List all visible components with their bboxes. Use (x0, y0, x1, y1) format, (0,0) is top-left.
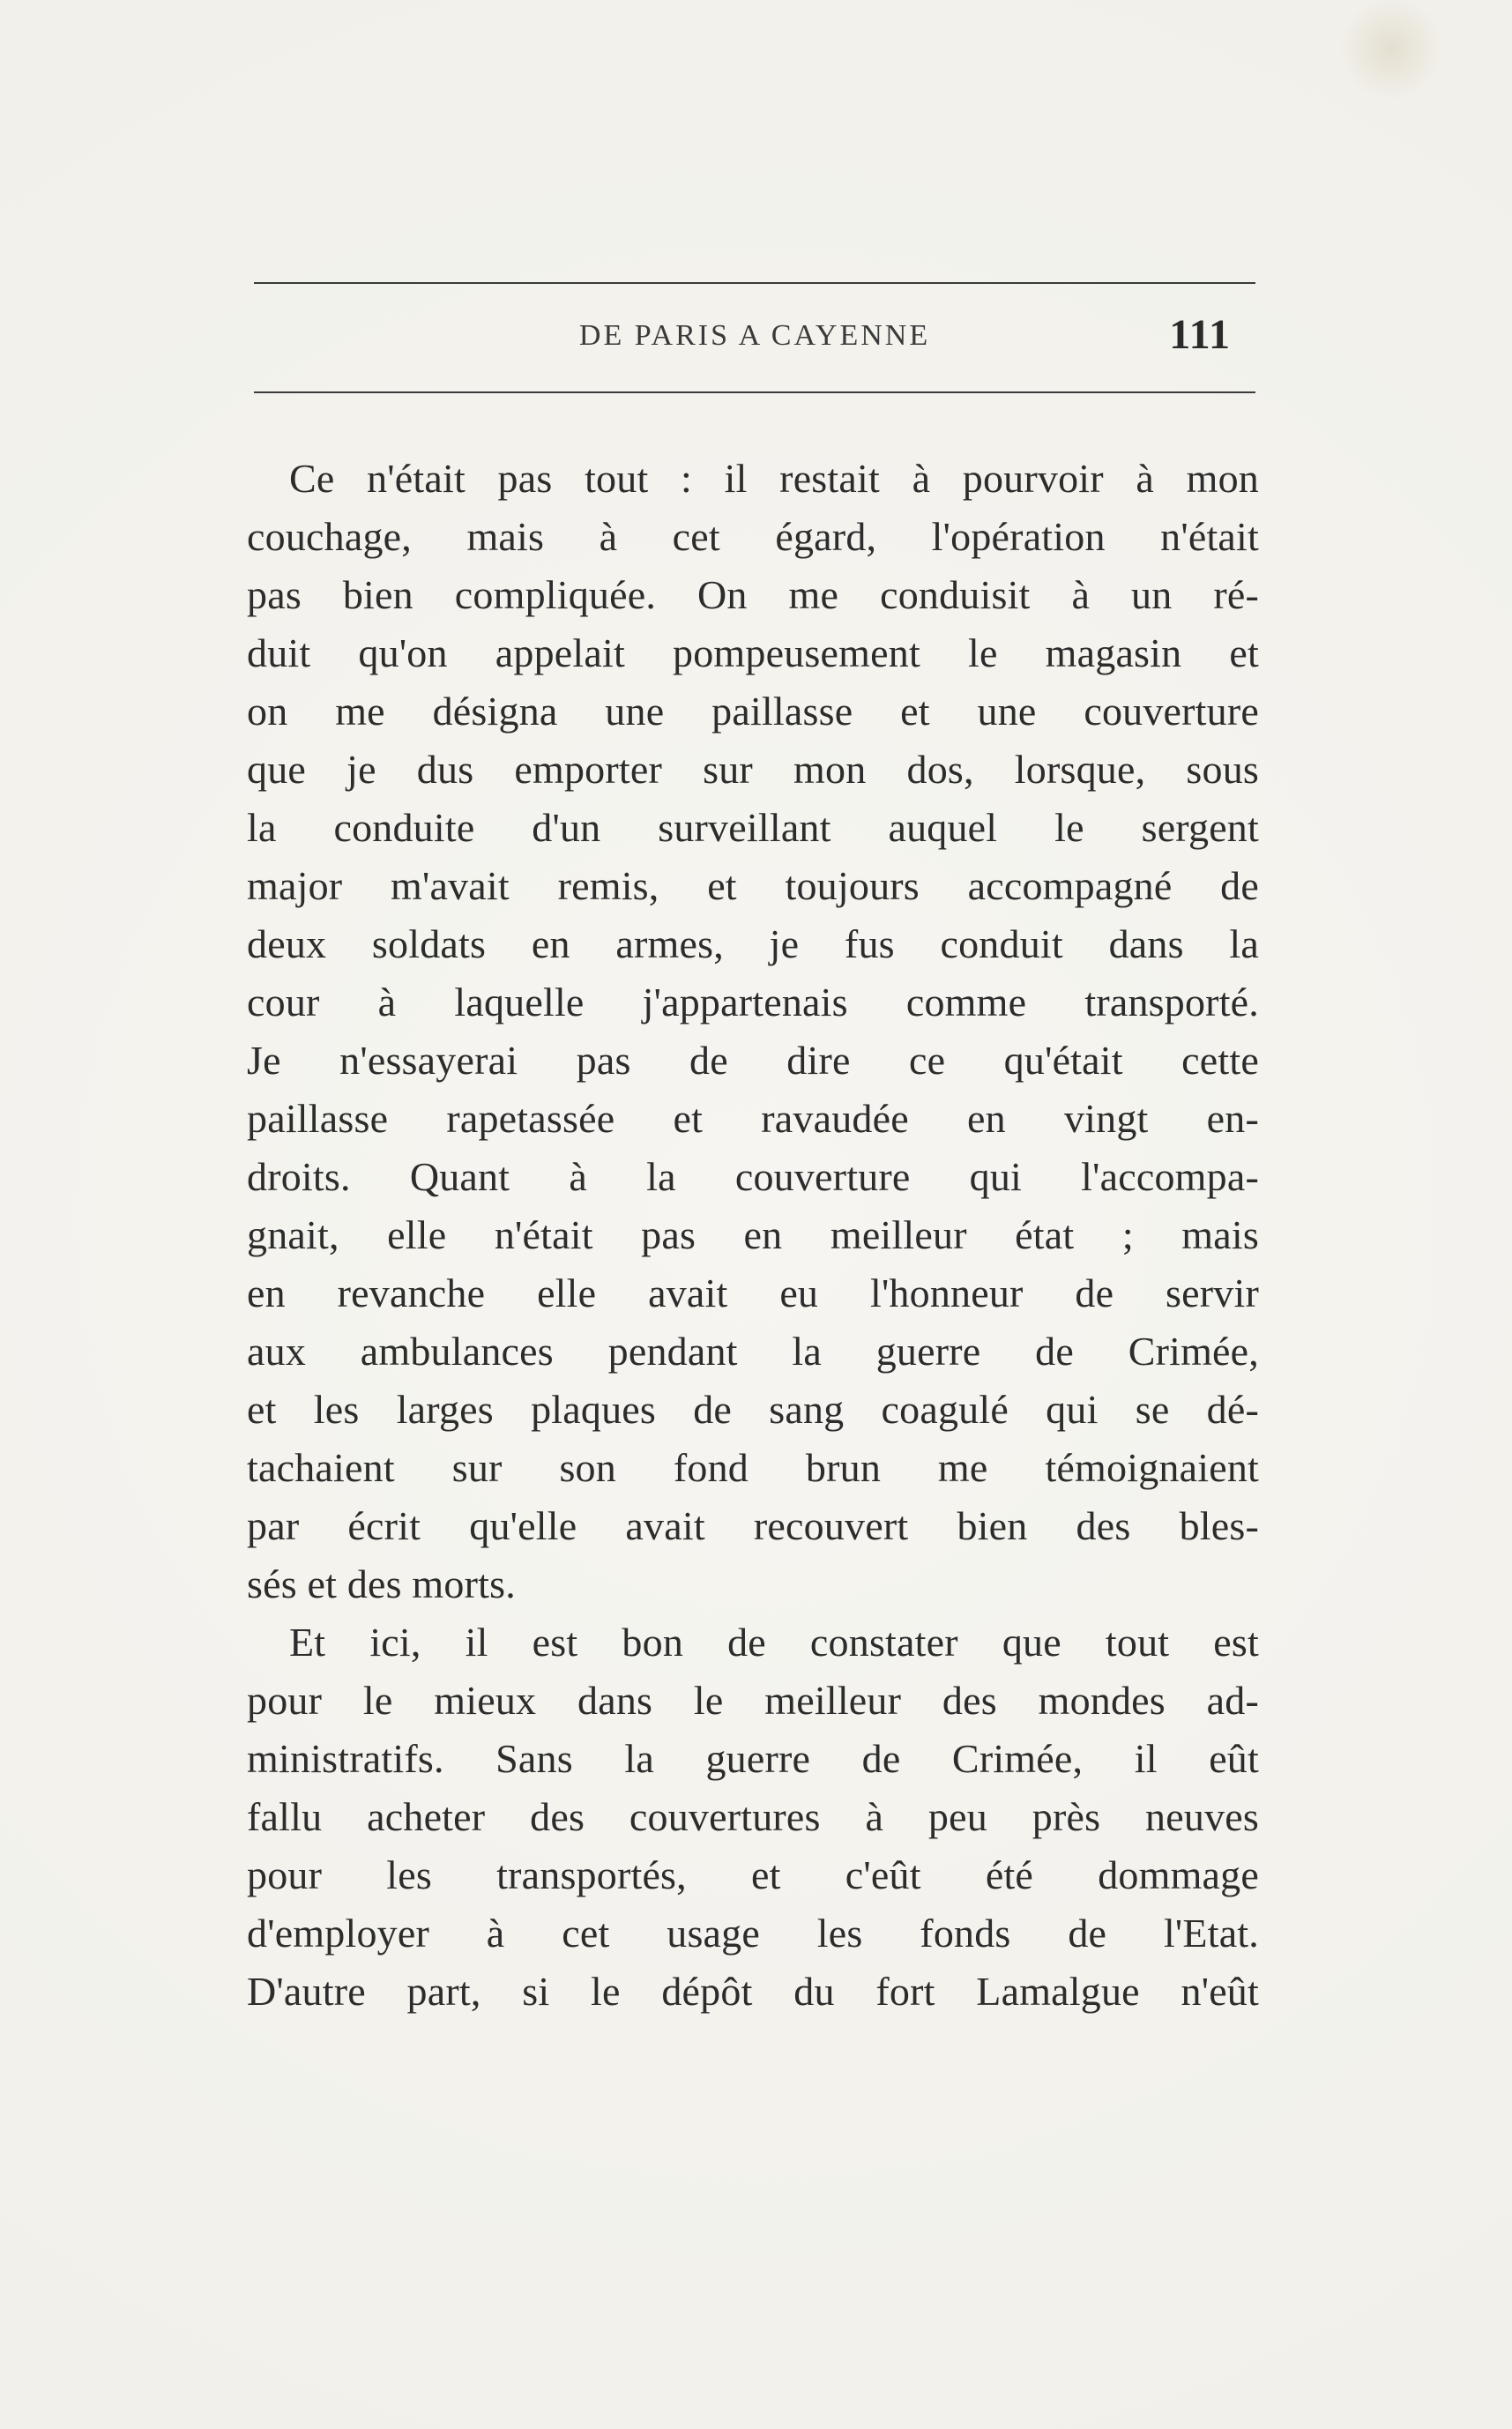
text-line: droits. Quant à la couverture qui l'accompa- (247, 1154, 1259, 1199)
text-line: D'autre part, si le dépôt du fort Lamalgue n'eût (247, 1969, 1259, 2014)
text-line: tachaient sur son fond brun me témoignaient (247, 1445, 1259, 1490)
text-line: par écrit qu'elle avait recouvert bien des bles- (247, 1503, 1259, 1548)
text-line: Je n'essayerai pas de dire ce qu'était cette (247, 1038, 1259, 1083)
text-line: couchage, mais à cet égard, l'opération n'était (247, 514, 1259, 559)
text-line: gnait, elle n'était pas en meilleur état ; mais (247, 1212, 1259, 1257)
text-line: pour le mieux dans le meilleur des mondes ad- (247, 1678, 1259, 1723)
text-line: major m'avait remis, et toujours accompagné de (247, 863, 1259, 908)
page-number: 111 (1169, 311, 1231, 358)
text-line: et les larges plaques de sang coagulé qui se dé- (247, 1387, 1259, 1432)
text-line: en revanche elle avait eu l'honneur de servir (247, 1270, 1259, 1315)
text-line: cour à laquelle j'appartenais comme transporté. (247, 980, 1259, 1025)
text-line: sés et des morts. (247, 1561, 516, 1606)
text-line: d'employer à cet usage les fonds de l'Etat. (247, 1911, 1259, 1956)
header-rule-top (254, 282, 1255, 284)
text-line: pour les transportés, et c'eût été dommage (247, 1852, 1259, 1897)
text-line: la conduite d'un surveillant auquel le sergent (247, 805, 1259, 850)
text-line: on me désigna une paillasse et une couverture (247, 689, 1259, 734)
text-line: fallu acheter des couvertures à peu près neuves (247, 1794, 1259, 1839)
text-line: Et ici, il est bon de constater que tout est (289, 1620, 1259, 1665)
text-line: que je dus emporter sur mon dos, lorsque, sous (247, 747, 1259, 792)
text-line: paillasse rapetassée et ravaudée en vingt en- (247, 1096, 1259, 1141)
running-head (254, 310, 1255, 363)
text-line: aux ambulances pendant la guerre de Crimée, (247, 1329, 1259, 1374)
text-line: ministratifs. Sans la guerre de Crimée, il eût (247, 1736, 1259, 1781)
text-line: duit qu'on appelait pompeusement le magasin et (247, 630, 1259, 675)
running-title: DE PARIS A CAYENNE (578, 319, 931, 352)
body-text (247, 450, 1259, 2021)
header-rule-bottom (254, 391, 1255, 393)
text-line: deux soldats en armes, je fus conduit dans la (247, 921, 1259, 966)
text-line: Ce n'était pas tout : il restait à pourvoir à mon (289, 456, 1259, 501)
text-line: pas bien compliquée. On me conduisit à un ré- (247, 572, 1259, 617)
